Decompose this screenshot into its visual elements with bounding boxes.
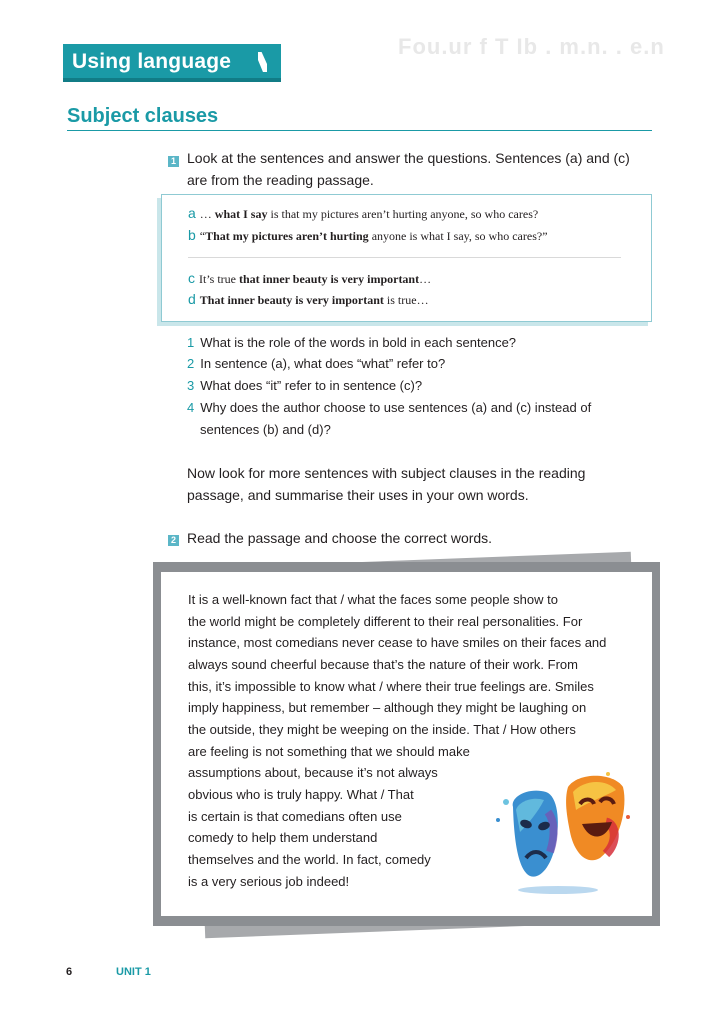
exercise-number-badge: 2 (168, 535, 179, 546)
passage-line: comedy to help them understand (188, 830, 378, 845)
passage-text: It is a well-known fact (188, 592, 316, 607)
example-sentence (188, 205, 538, 222)
word-choice[interactable]: what / where (348, 679, 422, 694)
passage-line: instance, most comedians never cease to have smiles on their faces and (188, 635, 607, 650)
sentence-letter: c (188, 270, 195, 286)
sentence-bold: That my pictures aren’t hurting (205, 229, 369, 243)
question-item (187, 335, 516, 350)
sentence-letter: b (188, 227, 196, 243)
example-sentences-panel (161, 194, 652, 322)
question-text: Why does the author choose to use sentences (a) and (c) instead of (200, 400, 592, 415)
sentence-divider (188, 257, 621, 258)
passage-line (188, 787, 414, 802)
sentence-text: is that my pictures aren’t hurting anyone, so who cares? (267, 207, 539, 221)
sentence-letter: d (188, 291, 196, 307)
sentence-text: … (419, 272, 432, 286)
passage-line: imply happiness, but remember – although they might be laughing on (188, 700, 587, 715)
section-banner (63, 44, 281, 82)
sentence-text: is true… (383, 293, 429, 307)
passage-line: themselves and the world. In fact, comedy (188, 852, 431, 867)
banner-mark-icon (258, 52, 267, 72)
passage-line: are feeling is not something that we should make (188, 744, 470, 759)
question-text: sentences (b) and (d)? (200, 422, 331, 437)
page-number: 6 (66, 966, 73, 978)
question-number: 3 (187, 378, 195, 393)
passage-text: obvious who is truly happy. (188, 787, 347, 802)
question-item (200, 422, 331, 437)
question-text: What does “it” refer to in sentence (c)? (200, 378, 423, 393)
question-item (187, 356, 445, 371)
question-item (187, 400, 591, 415)
passage-text: the faces some people show to (375, 592, 558, 607)
example-sentence (188, 291, 429, 308)
sentence-bold: That inner beauty is very important (199, 293, 384, 307)
example-sentence (188, 270, 431, 287)
theatre-masks-illustration (488, 762, 638, 897)
sentence-text: anyone is what I say, so who cares?” (368, 229, 548, 243)
instruction-line: Look at the sentences and answer the questions. Sentences (a) and (c) (187, 150, 630, 166)
passage-text: this, it’s impossible to know (188, 679, 349, 694)
passage-line (188, 592, 558, 607)
passage-line: always sound cheerful because that’s the nature of their work. From (188, 657, 578, 672)
unit-label: UNIT 1 (116, 966, 151, 978)
question-number: 4 (187, 400, 195, 415)
word-choice[interactable]: That / How (473, 722, 537, 737)
faded-header-text: Fou.ur f T Ib . m.n. . e.n (398, 34, 665, 59)
banner-title: Using language (72, 50, 232, 73)
section-title: Subject clauses (67, 105, 219, 127)
sentence-bold: what I say (214, 207, 268, 221)
exercise-instruction: Read the passage and choose the correct words. (187, 530, 493, 546)
exercise-instruction (187, 147, 630, 191)
example-sentence (188, 227, 548, 244)
sentence-text: It’s true (199, 272, 239, 286)
sad-mask-icon (513, 791, 558, 877)
word-choice[interactable]: that / what (315, 592, 376, 607)
sentence-text: “ (199, 229, 206, 243)
passage-text: their true feelings are. Smiles (421, 679, 594, 694)
instruction-line: Now look for more sentences with subject clauses in the reading (187, 465, 586, 481)
sentence-bold: that inner beauty is very important (239, 272, 420, 286)
question-number: 2 (187, 356, 195, 371)
happy-mask-icon (566, 776, 624, 861)
passage-line (188, 722, 576, 737)
question-text: What is the role of the words in bold in each sentence? (200, 335, 517, 350)
instruction-line: passage, and summarise their uses in your own words. (187, 487, 529, 503)
exercise-number-badge: 1 (168, 156, 179, 167)
passage-text: others (536, 722, 576, 737)
question-number: 1 (187, 335, 195, 350)
question-text: In sentence (a), what does “what” refer to? (200, 356, 446, 371)
passage-line: is certain is that comedians often use (188, 809, 402, 824)
passage-line (188, 679, 594, 694)
passage-line: is a very serious job indeed! (188, 874, 350, 889)
word-choice[interactable]: What / That (346, 787, 414, 802)
passage-line: the world might be completely different to their real personalities. For (188, 614, 583, 629)
mask-shadow (518, 886, 598, 894)
sentence-letter: a (188, 205, 196, 221)
question-item (187, 378, 422, 393)
followup-instruction (187, 462, 585, 506)
passage-text: the outside, they might be weeping on the inside. (188, 722, 474, 737)
section-divider (67, 130, 652, 131)
instruction-line: are from the reading passage. (187, 172, 374, 188)
sentence-text: … (199, 207, 215, 221)
passage-line: assumptions about, because it’s not always (188, 765, 438, 780)
